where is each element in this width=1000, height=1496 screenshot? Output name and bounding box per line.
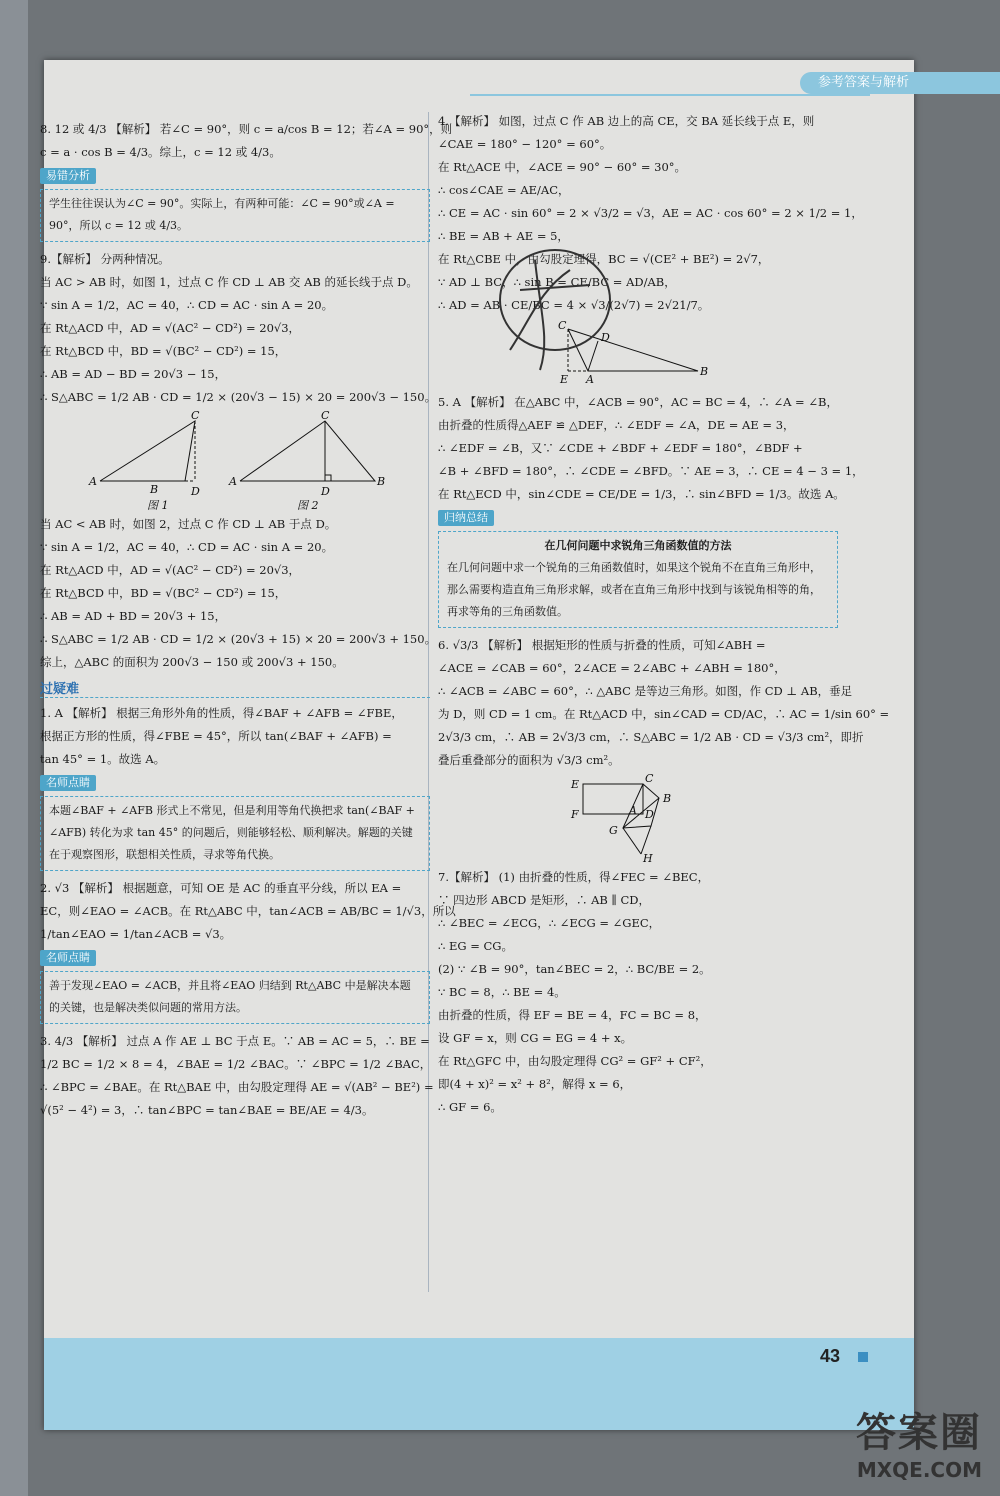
tip-tag: 名师点睛 (40, 775, 96, 791)
svg-text:G: G (609, 824, 618, 837)
r5-line: ∠B + ∠BFD = 180°，∴ ∠CDE = ∠BFD。∵ AE = 3，∴ CE = 4 − 3 = 1， (438, 464, 864, 478)
section-heading: 过疑难 (40, 678, 430, 698)
r4-line: 在 Rt△ACE 中，∠ACE = 90° − 60° = 30°。 (438, 160, 687, 174)
q9b-line: ∵ sin A = 1/2，AC = 40，∴ CD = AC · sin A = 20。 (40, 540, 334, 554)
summary-text: 在几何问题中求一个锐角的三角函数值时，如果这个锐角不在直角三角形中，那么需要构造直角三角形求解，或者在直角三角形中找到与该锐角相等的角，再求等角的三角函数值。 (447, 561, 821, 618)
r7-line: ∵ BC = 8，∴ BE = 4。 (438, 985, 566, 999)
summary-tag: 归纳总结 (438, 510, 494, 526)
scan-edge (0, 0, 28, 1496)
q9b-line: 在 Rt△BCD 中，BD = √(BC² − CD²) = 15， (40, 586, 287, 600)
svg-text:C: C (191, 411, 200, 422)
left-column (40, 118, 456, 1122)
figure-q6 (563, 774, 713, 864)
r7-line: ∴ GF = 6。 (438, 1100, 502, 1114)
r4-line: ∴ cos∠CAE = AE/AC， (438, 183, 570, 197)
svg-text:D: D (645, 808, 654, 821)
footer-band (44, 1338, 914, 1430)
r6-line: 2√3/3 cm，∴ AB = 2√3/3 cm，∴ S△ABC = 1/2 AB · CD = √3/3 cm²，即折 (438, 730, 864, 744)
header-rule (470, 94, 870, 96)
summary-title: 在几何问题中求锐角三角函数值的方法 (544, 539, 732, 552)
header-title: 参考答案与解析 (818, 75, 910, 90)
page-number: 43 (820, 1346, 841, 1366)
tip-box (40, 189, 430, 242)
svg-text:D: D (321, 485, 330, 498)
svg-text:A: A (629, 804, 637, 817)
q8-line: 8. 12 或 4/3 【解析】 若∠C = 90°，则 c = a/cos B = 12；若∠A = 90°，则 (40, 122, 453, 136)
h2-line: 1/tan∠EAO = 1/tan∠ACB = √3。 (40, 927, 232, 941)
r7-line: 在 Rt△GFC 中，由勾股定理得 CG² = GF² + CF²， (438, 1054, 712, 1068)
svg-text:H: H (643, 852, 653, 864)
page-marker-icon (858, 1352, 868, 1362)
r4-line: ∴ AD = AB · CE/BC = 4 × √3/(2√7) = 2√21/7。 (438, 298, 710, 312)
q9-line: 9.【解析】 分两种情况。 (40, 252, 170, 266)
tip-tag: 易错分析 (40, 168, 96, 184)
svg-text:D: D (601, 331, 610, 344)
r7-line: ∴ EG = CG。 (438, 939, 513, 953)
header-tab (800, 72, 1000, 94)
h2-line: EC，则∠EAO = ∠ACB。在 Rt△ABC 中，tan∠ACB = AB/BC = 1/√3，所以 (40, 904, 456, 918)
r4-line: ∵ AD ⊥ BC，∴ sin B = CE/BC = AD/AB， (438, 275, 676, 289)
handwritten-stamp (480, 230, 630, 380)
watermark-logo: 答案圈 (856, 1410, 982, 1456)
r4-line: 4.【解析】 如图，过点 C 作 AB 边上的高 CE，交 BA 延长线于点 E，则 (438, 114, 815, 128)
svg-text:B: B (700, 365, 709, 378)
tip-text: 本题∠BAF + ∠AFB 形式上不常见，但是利用等角代换把求 tan(∠BAF + ∠AFB) 转化为求 tan 45° 的问题后，则能够轻松、顺利解决。解题的关键在于观察图形，联想相关性质，寻求等角代换。 (49, 804, 415, 861)
summary-box (438, 531, 838, 628)
watermark-url: MXQE.COM (856, 1458, 982, 1482)
h3-line: √(5² − 4²) = 3，∴ tan∠BPC = tan∠BAE = BE/AE = 4/3。 (40, 1103, 374, 1117)
r7-line: 设 GF = x，则 CG = EG = 4 + x。 (438, 1031, 633, 1045)
q9-line: 在 Rt△BCD 中，BD = √(BC² − CD²) = 15， (40, 344, 287, 358)
tip-box (40, 971, 430, 1024)
q9-line: ∵ sin A = 1/2，AC = 40，∴ CD = AC · sin A = 20。 (40, 298, 334, 312)
svg-text:E: E (571, 778, 580, 791)
r7-line: ∵ 四边形 ABCD 是矩形，∴ AB ∥ CD， (438, 893, 651, 907)
r4-line: ∴ CE = AC · sin 60° = 2 × √3/2 = √3，AE = AC · cos 60° = 2 × 1/2 = 1， (438, 206, 863, 220)
r5-line: 由折叠的性质得△AEF ≌ △DEF，∴ ∠EDF = ∠A，DE = AE = 3， (438, 418, 795, 432)
svg-text:A: A (89, 475, 97, 488)
r6-line: ∴ ∠ACB = ∠ABC = 60°，∴ △ABC 是等边三角形。如图，作 CD ⊥ AB，垂足 (438, 684, 853, 698)
r6-line: 叠后重叠部分的面积为 √3/3 cm²。 (438, 753, 620, 767)
figure-1-caption: 图 1 (147, 499, 169, 511)
h1-line: tan 45° = 1。故选 A。 (40, 752, 166, 766)
svg-text:B: B (663, 792, 672, 805)
h1-line: 根据正方形的性质，得∠FBE = 45°，所以 tan(∠BAF + ∠AFB) = (40, 729, 392, 743)
r5-line: ∴ ∠EDF = ∠B，又∵ ∠CDE + ∠BDF + ∠EDF = 180°，∠BDF + (438, 441, 803, 455)
q9-line: ∴ AB = AD − BD = 20√3 − 15， (40, 367, 227, 381)
q9-line: ∴ S△ABC = 1/2 AB · CD = 1/2 × (20√3 − 15) × 20 = 200√3 − 150。 (40, 390, 437, 404)
q9b-line: 当 AC < AB 时，如图 2，过点 C 作 CD ⊥ AB 于点 D。 (40, 517, 337, 531)
q9b-line: ∴ AB = AD + BD = 20√3 + 15， (40, 609, 227, 623)
h3-line: 1/2 BC = 1/2 × 8 = 4，∠BAE = 1/2 ∠BAC。∵ ∠BPC = 1/2 ∠BAC， (40, 1057, 432, 1071)
r6-line: 6. √3/3 【解析】 根据矩形的性质与折叠的性质，可知∠ABH = (438, 638, 766, 652)
r5-line: 在 Rt△ECD 中，sin∠CDE = CE/DE = 1/3，∴ sin∠BFD = 1/3。故选 A。 (438, 487, 845, 501)
svg-text:C: C (645, 774, 654, 785)
r5-line: 5. A 【解析】 在△ABC 中，∠ACB = 90°，AC = BC = 4，∴ ∠A = ∠B， (438, 395, 838, 409)
r7-line: 7.【解析】 (1) 由折叠的性质，得∠FEC = ∠BEC， (438, 870, 710, 884)
q9b-line: ∴ S△ABC = 1/2 AB · CD = 1/2 × (20√3 + 15) × 20 = 200√3 + 150。 (40, 632, 437, 646)
tip-tag: 名师点睛 (40, 950, 96, 966)
r4-line: ∠CAE = 180° − 120° = 60°。 (438, 137, 612, 151)
q9b-line: 综上，△ABC 的面积为 200√3 − 150 或 200√3 + 150。 (40, 655, 344, 669)
r4-line: 在 Rt△CBE 中，由勾股定理得，BC = √(CE² + BE²) = 2√7， (438, 252, 770, 266)
r7-line: ∴ ∠BEC = ∠ECG，∴ ∠ECG = ∠GEC， (438, 916, 661, 930)
h3-line: ∴ ∠BPC = ∠BAE。在 Rt△BAE 中，由勾股定理得 AE = √(AB² − BE²) = (40, 1080, 434, 1094)
tip-text: 善于发现∠EAO = ∠ACB，并且将∠EAO 归结到 Rt△ABC 中是解决本题的关键，也是解决类似问题的常用方法。 (49, 979, 411, 1014)
svg-text:F: F (571, 808, 579, 821)
figure-1 (88, 411, 200, 511)
q9-line: 在 Rt△ACD 中，AD = √(AC² − CD²) = 20√3， (40, 321, 301, 335)
tip-box (40, 796, 430, 871)
q9-line: 当 AC > AB 时，如图 1，过点 C 作 CD ⊥ AB 交 AB 的延长线于点 D。 (40, 275, 418, 289)
figure-2 (228, 411, 385, 511)
q8-line: c = a · cos B = 4/3。综上，c = 12 或 4/3。 (40, 145, 281, 159)
svg-text:C: C (321, 411, 330, 422)
svg-text:A: A (586, 373, 594, 386)
figures-1-2 (85, 411, 385, 511)
q9b-line: 在 Rt△ACD 中，AD = √(AC² − CD²) = 20√3， (40, 563, 301, 577)
svg-text:C: C (558, 319, 567, 332)
r6-line: 为 D，则 CD = 1 cm。在 Rt△ACD 中，sin∠CAD = CD/AC，∴ AC = 1/sin 60° = (438, 707, 890, 721)
r6-line: ∠ACE = ∠CAB = 60°，2∠ACE = 2∠ABC + ∠ABH = 180°， (438, 661, 786, 675)
svg-text:E: E (560, 373, 569, 386)
tip-text: 学生往往误认为∠C = 90°。实际上，有两种可能：∠C = 90°或∠A = 90°，所以 c = 12 或 4/3。 (49, 197, 395, 232)
svg-text:B: B (377, 475, 385, 488)
r7-line: (2) ∵ ∠B = 90°，tan∠BEC = 2，∴ BC/BE = 2。 (438, 962, 711, 976)
svg-text:D: D (191, 485, 200, 498)
watermark (856, 1401, 982, 1482)
h3-line: 3. 4/3 【解析】 过点 A 作 AE ⊥ BC 于点 E。∵ AB = AC = 5，∴ BE = (40, 1034, 430, 1048)
svg-text:A: A (229, 475, 237, 488)
r7-line: 由折叠的性质，得 EF = BE = 4，FC = BC = 8， (438, 1008, 707, 1022)
svg-text:B: B (150, 483, 159, 496)
h1-line: 1. A 【解析】 根据三角形外角的性质，得∠BAF + ∠AFB = ∠FBE， (40, 706, 403, 720)
r7-line: 即(4 + x)² = x² + 8²，解得 x = 6， (438, 1077, 632, 1091)
h2-line: 2. √3 【解析】 根据题意，可知 OE 是 AC 的垂直平分线，所以 EA = (40, 881, 402, 895)
r4-line: ∴ BE = AB + AE = 5， (438, 229, 569, 243)
figure-2-caption: 图 2 (297, 499, 319, 511)
